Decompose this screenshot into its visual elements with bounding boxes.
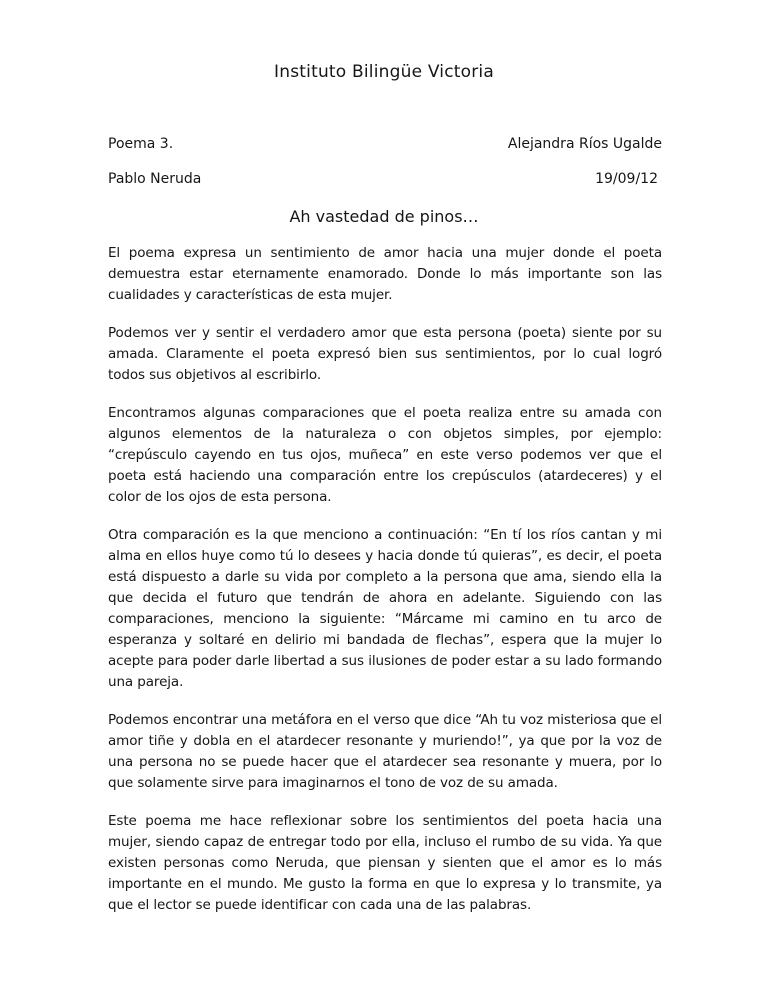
student-name: Alejandra Ríos Ugalde: [507, 136, 662, 152]
document-date: 19/09/12: [595, 171, 658, 187]
paragraph-4: Otra comparación es la que menciono a continuación: “En tí los ríos cantan y mi alma en ellos huye como tú lo desees y hacia donde tú quieras”, es decir, el poeta está dispuesto a darle su vida por completo a la persona que ama, siendo ella la que decida el futuro que tendrán de ahora en adelante. Siguiendo con las comparaciones, menciono la siguiente: “Márcame mi camino en tu arco de esperanza y soltaré en delirio mi bandada de flechas”, espera que la mujer lo acepte para poder darle libertad a sus ilusiones de poder estar a su lado formando una pareja.: [108, 527, 662, 690]
school-title: Instituto Bilingüe Victoria: [274, 62, 494, 82]
paragraph-2: Podemos ver y sentir el verdadero amor que esta persona (poeta) siente por su amada. Claramente el poeta expresó bien sus sentimientos, por lo cual logró todos sus objetivos al escribirlo.: [108, 325, 662, 383]
poem-author: Pablo Neruda: [108, 171, 202, 187]
paragraph-1: El poema expresa un sentimiento de amor hacia una mujer donde el poeta demuestra estar eternamente enamorado. Donde lo más importante son las cualidades y características de esta mujer.: [108, 245, 662, 303]
essay-body: [108, 243, 662, 933]
paragraph-3: Encontramos algunas comparaciones que el poeta realiza entre su amada con algunos elementos de la naturaleza o con objetos simples, por ejemplo: “crepúsculo cayendo en tus ojos, muñeca” en este verso podemos ver que el poeta está haciendo una comparación entre los crepúsculos (atardeceres) y el color de los ojos de esta persona.: [108, 405, 662, 505]
paragraph-5: Podemos encontrar una metáfora en el verso que dice “Ah tu voz misteriosa que el amor tiñe y dobla en el atardecer resonante y muriendo!”, ya que por la voz de una persona no se puede hacer que el atardecer sea resonante y muera, por lo que solamente sirve para imaginarnos el tono de voz de su amada.: [108, 712, 662, 791]
poem-title: Ah vastedad de pinos…: [289, 207, 479, 226]
poem-number-label: Poema 3.: [108, 136, 174, 152]
paragraph-6: Este poema me hace reflexionar sobre los sentimientos del poeta hacia una mujer, siendo capaz de entregar todo por ella, incluso el rumbo de su vida. Ya que existen personas como Neruda, que piensan y sienten que el amor es lo más importante en el mundo. Me gusto la forma en que lo expresa y lo transmite, ya que el lector se puede identificar con cada una de las palabras.: [108, 813, 662, 913]
